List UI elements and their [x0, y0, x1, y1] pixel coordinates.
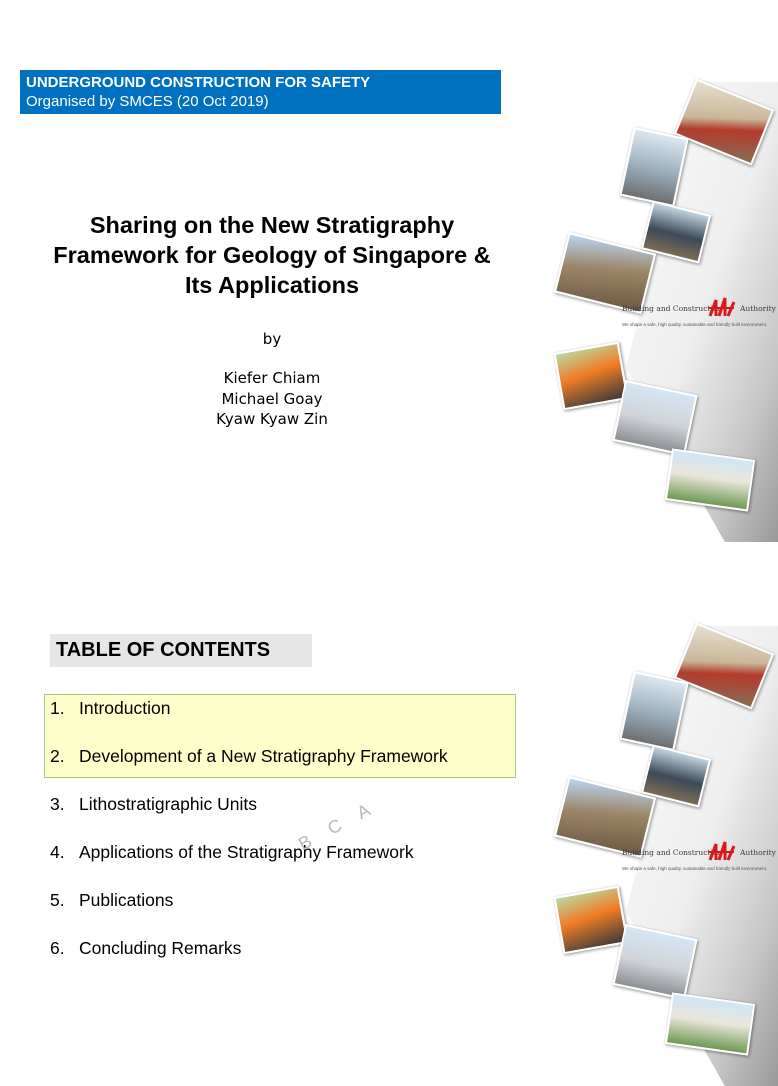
- wheelchair-users-photo: [553, 886, 628, 955]
- toc-item-number: 3.: [50, 794, 65, 814]
- talk-title-line: Framework for Geology of Singapore &: [53, 242, 491, 268]
- toc-item-label: Development of a New Stratigraphy Framework: [79, 746, 448, 766]
- toc-item-label: Introduction: [79, 698, 171, 718]
- toc-item-label: Applications of the Stratigraphy Framework: [79, 842, 414, 862]
- author: Kyaw Kyaw Zin: [216, 410, 328, 428]
- author: Michael Goay: [221, 389, 323, 408]
- green-building-photo: [665, 448, 755, 511]
- toc-heading: TABLE OF CONTENTS: [50, 634, 312, 667]
- photo-collage: [548, 82, 776, 532]
- toc-item: [50, 890, 173, 911]
- photo-collage: [548, 626, 776, 1076]
- logo-tagline: We shape a safe, high quality, sustainable and friendly built environment.: [622, 322, 768, 327]
- toc-item: [50, 746, 448, 767]
- event-title: UNDERGROUND CONSTRUCTION FOR SAFETY: [26, 74, 371, 91]
- toc-item-label: Concluding Remarks: [79, 938, 242, 958]
- bca-mark-icon: [706, 296, 736, 318]
- toc-item: [50, 794, 257, 815]
- logo-left-text: Building and Construction: [622, 304, 723, 313]
- toc-item: [50, 842, 414, 863]
- author: Kiefer Chiam: [223, 369, 321, 387]
- logo-right-text: Authority: [740, 304, 776, 313]
- talk-title: [22, 210, 522, 300]
- logo-left-text: Building and Construction: [622, 848, 723, 857]
- toc-item-number: 1.: [50, 698, 65, 718]
- talk-title-line: Its Applications: [184, 272, 360, 298]
- toc-item-number: 4.: [50, 842, 65, 862]
- logo-tagline: We shape a safe, high quality, sustainable and friendly built environment.: [622, 866, 768, 871]
- toc-item-label: Publications: [79, 890, 174, 910]
- toc-item-number: 2.: [50, 746, 65, 766]
- toc-item-label: Lithostratigraphic Units: [79, 794, 257, 814]
- toc-item: [50, 938, 241, 959]
- byline: by: [262, 330, 282, 348]
- author-list: [172, 368, 372, 430]
- toc-item-number: 5.: [50, 890, 65, 910]
- toc-item-number: 6.: [50, 938, 65, 958]
- toc-slide: [0, 586, 776, 1076]
- wheelchair-users-photo: [553, 342, 628, 411]
- bca-watermark: B C A: [295, 796, 381, 855]
- bca-logo: [622, 840, 776, 880]
- event-banner: [20, 70, 501, 114]
- talk-title-line: Sharing on the New Stratigraphy: [89, 212, 455, 238]
- event-subtitle: Organised by SMCES (20 Oct 2019): [26, 93, 269, 110]
- green-building-photo: [665, 992, 755, 1055]
- title-slide: [0, 42, 776, 532]
- bca-mark-icon: [706, 840, 736, 862]
- logo-right-text: Authority: [740, 848, 776, 857]
- bca-logo: [622, 296, 776, 336]
- toc-item: [50, 698, 170, 719]
